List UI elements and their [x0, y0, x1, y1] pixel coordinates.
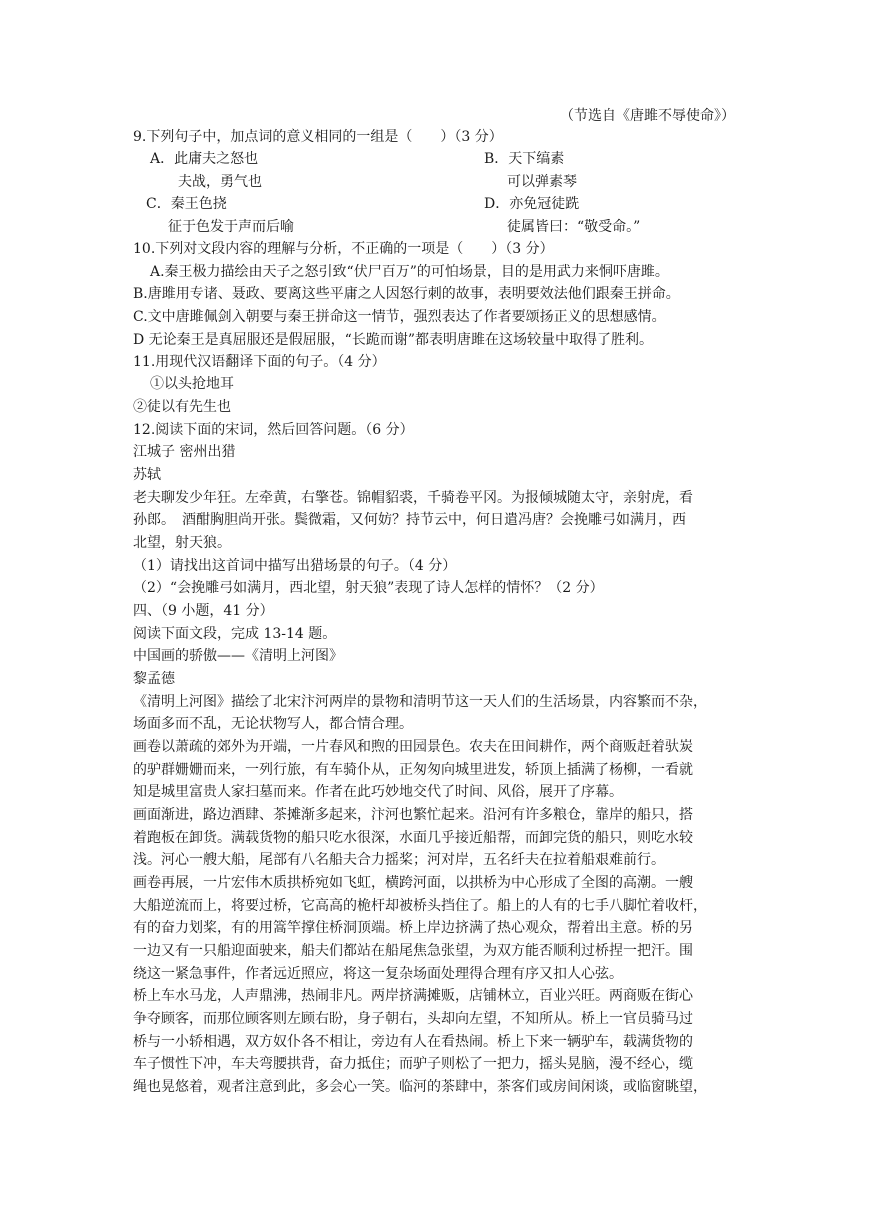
q11-sentence-1: ①以头抢地耳: [150, 376, 234, 392]
article-line: 大船逆流而上，将要过桥，它高高的桅杆却被桥头挡住了。船上的人有的七手八脚忙着收杆，: [133, 898, 707, 914]
source-note: （节选自《唐雎不辱使命》）: [560, 108, 735, 124]
poem-line-1: 老夫聊发少年狂。左牵黄，右擎苍。锦帽貂裘，千骑卷平冈。为报倾城随太守，亲射虎，看: [133, 490, 693, 506]
article-line: 车子惯性下冲，车夫弯腰拱背，奋力抵住；而驴子则松了一把力，摇头晃脑，漫不经心，缆: [133, 1056, 693, 1072]
q9-option-d-line1: D．亦免冠徒跣: [484, 196, 580, 212]
question-11-stem: 11.用现代汉语翻译下面的句子。（4 分）: [133, 354, 386, 370]
q10-option-c: C.文中唐雎佩剑入朝要与秦王拼命这一情节，强烈表达了作者要颂扬正义的思想感情。: [133, 309, 666, 325]
question-12-stem: 12.阅读下面的宋词，然后回答问题。（6 分）: [133, 422, 414, 438]
section-4-instruction: 阅读下面文段，完成 13-14 题。: [133, 626, 337, 642]
article-line: 画面渐进，路边酒肆、茶摊渐多起来，汴河也繁忙起来。沿河有许多粮仓，靠岸的船只，搭: [133, 807, 693, 823]
q9-option-b-line1: B．天下缟素: [484, 151, 565, 167]
q11-sentence-2: ②徒以有先生也: [133, 399, 231, 415]
article-line: 《清明上河图》描绘了北宋汴河两岸的景物和清明节这一天人们的生活场景，内容繁而不杂，: [133, 694, 707, 710]
article-line: 画卷以萧疏的郊外为开端，一片春风和煦的田园景色。农夫在田间耕作，两个商贩赶着驮炭: [133, 739, 693, 755]
article-line: 浅。河心一艘大船，尾部有八名船夫合力摇桨；河对岸，五名纤夫在拉着船艰难前行。: [133, 852, 665, 868]
article-line: 一边又有一只船迎面驶来，船夫们都站在船尾焦急张望，为双方能否顺利过桥捏一把汗。围: [133, 943, 693, 959]
article-line: 的驴群姗姗而来，一列行旅，有车骑仆从，正匆匆向城里进发，轿顶上插满了杨柳，一看就: [133, 762, 693, 778]
q9-option-d-line2: 徒属皆曰：“敬受命。”: [507, 219, 641, 235]
article-line: 桥上车水马龙，人声鼎沸，热闹非凡。两岸挤满摊贩，店铺林立，百业兴旺。两商贩在街心: [133, 988, 693, 1004]
poem-title: 江城子 密州出猎: [133, 444, 236, 460]
article-line: 绳也晃悠着，观者注意到此，多会心一笑。临河的茶肆中，茶客们或房间闲谈，或临窗眺望，: [133, 1079, 707, 1095]
poem-line-3: 北望，射天狼。: [133, 535, 231, 551]
poem-line-2: 孙郎。 酒酣胸胆尚开张。鬓微霜，又何妨？持节云中，何日遣冯唐？会挽雕弓如满月，西: [133, 512, 686, 528]
article-title: 中国画的骄傲——《清明上河图》: [133, 648, 343, 664]
article-author: 黎孟德: [133, 671, 175, 687]
question-10-stem: 10.下列对文段内容的理解与分析，不正确的一项是（ ）（3 分）: [133, 241, 554, 257]
q10-option-a: A.秦王极力描绘由天子之怒引致“伏尸百万”的可怕场景，目的是用武力来恫吓唐雎。: [150, 264, 669, 280]
article-line: 场面多而不乱，无论状物写人，都合情合理。: [133, 716, 413, 732]
q12-subquestion-1: （1）请找出这首词中描写出猎场景的句子。（4 分）: [133, 558, 457, 574]
q10-option-b: B.唐雎用专诸、聂政、要离这些平庸之人因怒行刺的故事，表明要效法他们跟秦王拼命。: [133, 286, 680, 302]
q9-option-a-line2: 夫战，勇气也: [178, 174, 262, 190]
question-9-stem: 9.下列句子中，加点词的意义相同的一组是（ ）（3 分）: [133, 129, 503, 145]
article-line: 知是城里富贵人家扫墓而来。作者在此巧妙地交代了时间、风俗，展开了序幕。: [133, 784, 623, 800]
article-line: 着跑板在卸货。满载货物的船只吃水很深，水面几乎接近船帮，而卸完货的船只，则吃水较: [133, 830, 693, 846]
article-line: 画卷再展，一片宏伟木质拱桥宛如飞虹，横跨河面，以拱桥为中心形成了全图的高潮。一艘: [133, 875, 693, 891]
q9-option-c-line2: 征于色发于声而后喻: [168, 219, 294, 235]
q12-subquestion-2: （2）“会挽雕弓如满月，西北望，射天狼”表现了诗人怎样的情怀？（2 分）: [133, 580, 604, 596]
article-line: 有的奋力划桨，有的用篙竿撑住桥洞顶端。桥上岸边挤满了热心观众，帮着出主意。桥的另: [133, 920, 693, 936]
poem-author: 苏轼: [133, 467, 161, 483]
section-4-heading: 四、（9 小题，41 分）: [133, 603, 274, 619]
q10-option-d: D 无论秦王是真屈服还是假屈服，“长跪而谢”都表明唐雎在这场较量中取得了胜利。: [133, 332, 653, 348]
article-line: 争夺顾客，而那位顾客则左顾右盼，身子朝右，头却向左望，不知所从。桥上一官员骑马过: [133, 1011, 693, 1027]
q9-option-a-line1: A．此庸夫之怒也: [150, 151, 259, 167]
article-line: 桥与一小轿相遇，双方奴仆各不相让，旁边有人在看热闹。桥上下来一辆驴车，载满货物的: [133, 1034, 693, 1050]
q9-option-c-line1: C．秦王色挠: [146, 196, 227, 212]
q9-option-b-line2: 可以弹素琴: [507, 174, 577, 190]
article-line: 绕这一紧急事件，作者远近照应，将这一复杂场面处理得合理有序又扣人心弦。: [133, 966, 623, 982]
